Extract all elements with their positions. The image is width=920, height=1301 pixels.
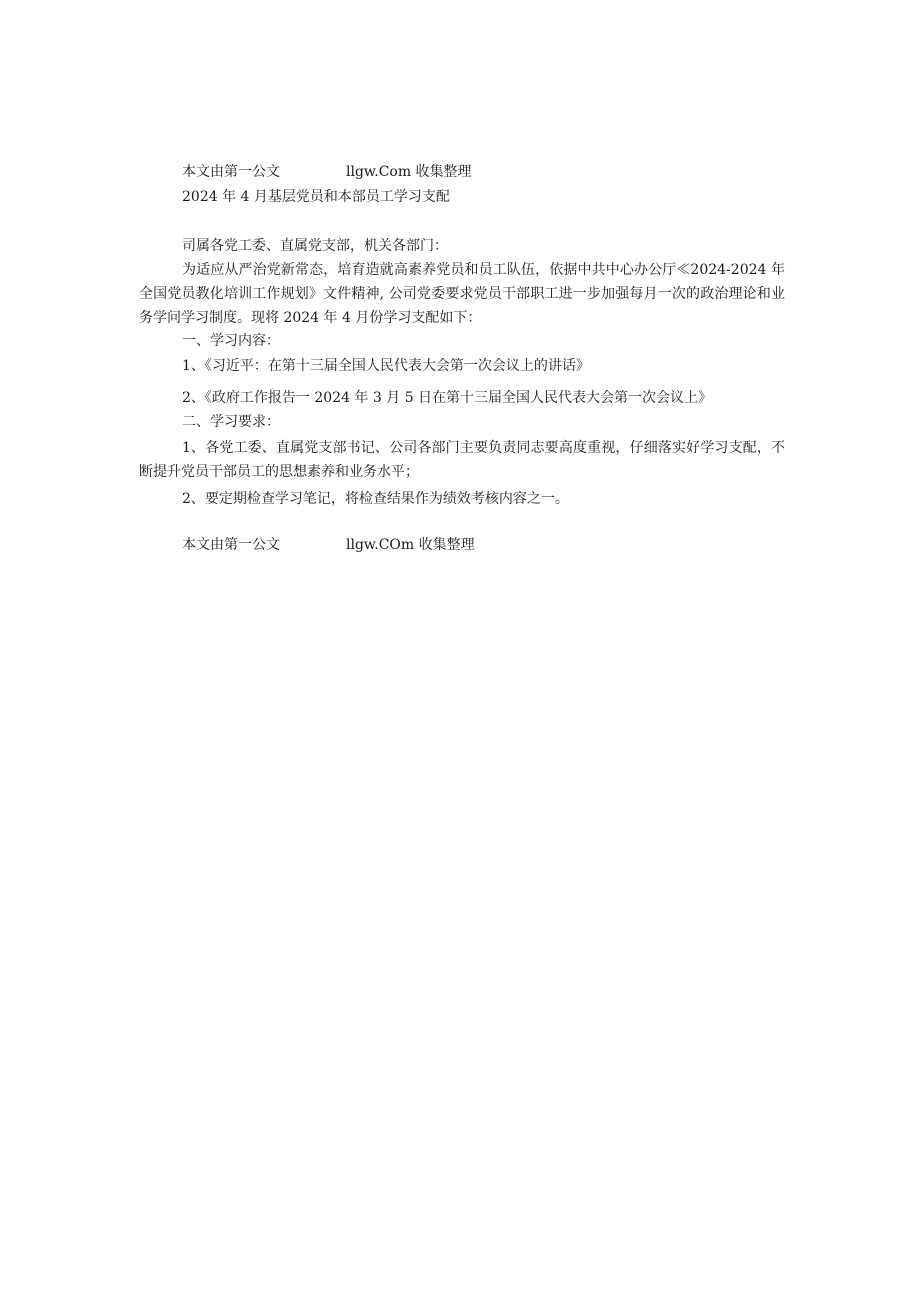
- section-2-heading: 二、学习要求：: [182, 414, 280, 430]
- salutation: 司属各党工委、直属党支部，机关各部门：: [182, 238, 448, 254]
- source-prefix: 本文由第一公文: [182, 164, 280, 180]
- source-header: [182, 162, 472, 182]
- section-1-heading: 一、学习内容：: [182, 333, 280, 349]
- section-1-item: 1、《习近平：在第十三届全国人民代表大会第一次会议上的讲话》: [182, 358, 590, 374]
- intro-paragraph: 为适应从严治党新常态，培育造就高素养党员和员工队伍，依据中共中心办公厅≪2024-2024 年全国党员教化培训工作规划》文件精神, 公司党委要求党员干部职工进一步加强每月一次的政治理论和业务学问学习制度。现将 2024 年 4 月份学习支配如下：: [139, 262, 785, 326]
- source-site: llgw.COm 收集整理: [346, 537, 475, 553]
- document-title: 2024 年 4 月基层党员和本部员工学习支配: [182, 189, 450, 205]
- source-site: llgw.Com 收集整理: [346, 164, 472, 180]
- section-2-item: 2、要定期检查学习笔记，将检查结果作为绩效考核内容之一。: [182, 491, 569, 507]
- source-footer: [182, 535, 475, 555]
- section-2-item: 1、各党工委、直属党支部书记、公司各部门主要负责同志要高度重视，仔细落实好学习支配，不断提升党员干部员工的思想素养和业务水平；: [139, 440, 785, 480]
- source-prefix: 本文由第一公文: [182, 537, 280, 553]
- section-1-item: 2、《政府工作报告一 2024 年 3 月 5 日在第十三届全国人民代表大会第一次会议上》: [182, 390, 713, 406]
